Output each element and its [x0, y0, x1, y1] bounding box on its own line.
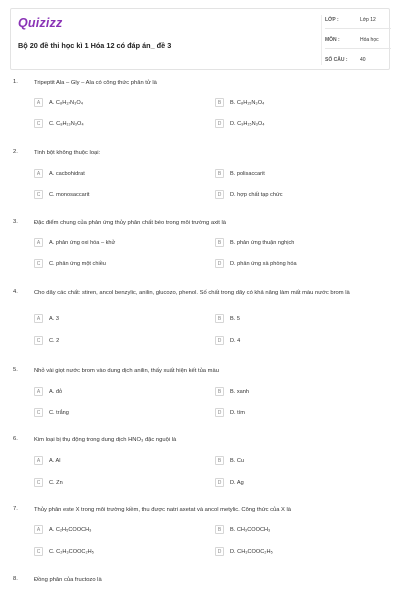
question-text: Tinh bột không thuộc loại: [34, 150, 101, 156]
answer-option-d[interactable] [215, 259, 373, 270]
option-text: A. 3 [49, 315, 59, 322]
option-letter-box[interactable]: D [215, 547, 224, 556]
option-letter-box[interactable]: D [215, 408, 224, 417]
answer-option-a[interactable] [34, 387, 192, 398]
answer-option-d[interactable] [215, 119, 373, 130]
question-text: Thủy phân este X trong môi trường kiềm, thu được natri axetat và ancol metylic. Công thức của X là [34, 507, 292, 513]
worksheet-title: Bộ 20 đề thi học kì 1 Hóa 12 có đáp án_ đề 3 [18, 41, 172, 50]
option-letter-box[interactable]: C [34, 336, 43, 345]
answer-option-c[interactable] [34, 547, 192, 558]
header-divider [321, 15, 322, 65]
option-text: C. phản ứng một chiều [49, 260, 106, 267]
option-letter-box[interactable]: A [34, 525, 43, 534]
answer-option-b[interactable] [215, 456, 373, 467]
option-text: C. C₂H₃COOC₂H₅ [49, 548, 94, 555]
question-number: 1. [13, 79, 18, 85]
option-text: C. C₈H₁₃N₃O₄ [49, 120, 84, 127]
question-text: Kim loại bị thụ động trong dung dịch HNO₃ đặc nguội là [34, 437, 177, 443]
option-text: B. polisaccarit [230, 170, 265, 177]
question-number: 8. [13, 576, 18, 582]
option-letter-box[interactable]: A [34, 98, 43, 107]
meta-value: Hóa học [360, 37, 379, 43]
answer-option-c[interactable] [34, 259, 192, 270]
answer-option-a[interactable] [34, 169, 192, 180]
question-number: 5. [13, 367, 18, 373]
option-letter-box[interactable]: A [34, 387, 43, 396]
answer-option-d[interactable] [215, 190, 373, 201]
answer-option-d[interactable] [215, 547, 373, 558]
option-letter-box[interactable]: B [215, 314, 224, 323]
answer-option-b[interactable] [215, 238, 373, 249]
option-text: D. 4 [230, 337, 241, 344]
answer-option-b[interactable] [215, 387, 373, 398]
option-text: D. Ag [230, 479, 244, 486]
option-letter-box[interactable]: B [215, 387, 224, 396]
option-letter-box[interactable]: A [34, 169, 43, 178]
question-text: Nhỏ vài giọt nước brom vào dung dịch anilin, thấy xuất hiện kết tủa màu [34, 368, 219, 374]
meta-value: 40 [360, 57, 366, 63]
option-text: D. CH₃COOC₂H₅ [230, 548, 273, 555]
option-text: B. C₈H₁₅N₃O₄ [230, 99, 265, 106]
meta-row-subject [325, 29, 391, 49]
answer-option-a[interactable] [34, 238, 192, 249]
answer-option-c[interactable] [34, 408, 192, 419]
option-text: B. 5 [230, 315, 240, 322]
option-text: A. C₂H₅COOCH₃ [49, 526, 92, 533]
option-letter-box[interactable]: C [34, 408, 43, 417]
option-text: A. Al [49, 457, 61, 464]
option-letter-box[interactable]: B [215, 238, 224, 247]
option-letter-box[interactable]: C [34, 547, 43, 556]
option-letter-box[interactable]: B [215, 98, 224, 107]
answer-option-d[interactable] [215, 336, 373, 347]
option-text: A. đỏ [49, 388, 63, 395]
meta-key: MÔN : [325, 37, 340, 43]
answer-option-c[interactable] [34, 190, 192, 201]
option-letter-box[interactable]: D [215, 259, 224, 268]
question-number: 7. [13, 506, 18, 512]
option-letter-box[interactable]: B [215, 456, 224, 465]
option-letter-box[interactable]: C [34, 259, 43, 268]
answer-option-c[interactable] [34, 478, 192, 489]
meta-value: Lớp 12 [360, 17, 376, 23]
option-letter-box[interactable]: D [215, 119, 224, 128]
answer-option-b[interactable] [215, 98, 373, 109]
answer-option-b[interactable] [215, 525, 373, 536]
option-text: C. trắng [49, 409, 69, 416]
question-text: Đồng phân của fructozo là [34, 577, 102, 583]
answer-option-c[interactable] [34, 119, 192, 130]
option-text: B. Cu [230, 457, 244, 464]
option-letter-box[interactable]: D [215, 478, 224, 487]
option-text: B. xanh [230, 388, 249, 395]
answer-option-a[interactable] [34, 314, 192, 325]
answer-option-d[interactable] [215, 408, 373, 419]
answer-option-b[interactable] [215, 314, 373, 325]
question-number: 3. [13, 219, 18, 225]
answer-option-b[interactable] [215, 169, 373, 180]
answer-option-d[interactable] [215, 478, 373, 489]
question-number: 4. [13, 289, 18, 295]
question-text: Cho dãy các chất: stiren, ancol benzylic, anilin, glucozo, phenol. Số chất trong dãy có khả năng làm mất màu nước brom là [34, 290, 350, 296]
answer-option-c[interactable] [34, 336, 192, 347]
option-letter-box[interactable]: C [34, 478, 43, 487]
answer-option-a[interactable] [34, 456, 192, 467]
option-text: C. Zn [49, 479, 63, 486]
option-letter-box[interactable]: C [34, 119, 43, 128]
option-letter-box[interactable]: A [34, 314, 43, 323]
question-number: 6. [13, 436, 18, 442]
option-letter-box[interactable]: A [34, 456, 43, 465]
option-text: D. tím [230, 409, 245, 416]
option-text: D. C₉H₁₅N₃O₄ [230, 120, 265, 127]
option-letter-box[interactable]: A [34, 238, 43, 247]
option-letter-box[interactable]: D [215, 336, 224, 345]
option-letter-box[interactable]: C [34, 190, 43, 199]
option-text: B. phản ứng thuận nghịch [230, 239, 295, 246]
question-text: Tripeptit Ala – Gly – Ala có công thức phân tử là [34, 80, 157, 86]
meta-row-class [325, 9, 391, 29]
question-text: Đặc điểm chung của phản ứng thủy phân chất béo trong môi trường axit là [34, 220, 227, 226]
option-letter-box[interactable]: B [215, 525, 224, 534]
question-number: 2. [13, 149, 18, 155]
meta-key: SỐ CÂU : [325, 57, 348, 63]
meta-key: LỚP : [325, 17, 339, 23]
option-letter-box[interactable]: B [215, 169, 224, 178]
option-text: A. cacbohidrat [49, 170, 85, 177]
option-text: A. phản ứng oxi hóa – khử [49, 239, 116, 246]
quizizz-logo: Quizizz [18, 16, 63, 30]
option-text: D. hợp chất tạp chức [230, 191, 283, 198]
worksheet-header [10, 8, 390, 70]
option-text: C. 2 [49, 337, 60, 344]
option-text: D. phản ứng xà phòng hóa [230, 260, 297, 267]
answer-option-a[interactable] [34, 98, 192, 109]
answer-option-a[interactable] [34, 525, 192, 536]
meta-row-count [325, 49, 391, 69]
option-letter-box[interactable]: D [215, 190, 224, 199]
option-text: A. C₈H₁₇N₃O₄ [49, 99, 83, 106]
option-text: B. CH₃COOCH₃ [230, 526, 271, 533]
option-text: C. monosaccarit [49, 191, 90, 198]
